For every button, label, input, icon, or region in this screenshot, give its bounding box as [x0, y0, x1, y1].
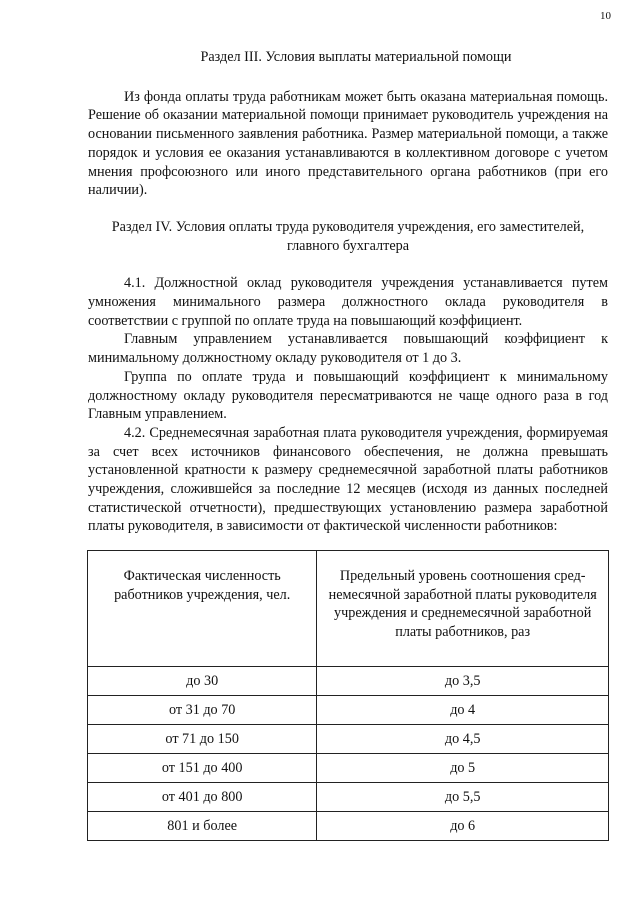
- document-body: [88, 48, 608, 536]
- table-row: [88, 667, 609, 696]
- table-cell-headcount: от 71 до 150: [88, 725, 317, 754]
- table-cell-ratio: до 3,5: [317, 667, 609, 696]
- table-cell-headcount: 801 и более: [88, 812, 317, 841]
- table-row: [88, 754, 609, 783]
- salary-ratio-table: [87, 550, 609, 841]
- section-4-paragraph-4: 4.2. Среднемесячная заработная плата руководителя учреждения, формируемая за счет всех источников финансового обеспечения, не должна превышать установленной кратности к размеру среднемесячной заработной платы работников учреждения, сложившейся за последние 12 месяцев (исходя из данных последней статистической отчетности), предшествующих установлению размера заработной платы руководителя, в зависимости от фактической численности работников:: [88, 424, 608, 535]
- table-cell-headcount: от 151 до 400: [88, 754, 317, 783]
- section-3-title: Раздел III. Условия выплаты материальной помощи: [200, 49, 512, 65]
- table-header-headcount: Фактическая численность работников учреждения, чел.: [88, 551, 317, 667]
- section-4-title: Раздел IV. Условия оплаты труда руководителя учреждения, его заместителей, главного бухгалтера: [111, 218, 585, 254]
- table-cell-ratio: до 5,5: [317, 783, 609, 812]
- table-row: [88, 696, 609, 725]
- page-number: 10: [600, 10, 611, 22]
- section-3-paragraph-1: Из фонда оплаты труда работникам может быть оказана материальная помощь. Решение об оказании материальной помощи принимает руководитель учреждения на основании письменного заявления работника. Размер материальной помощи, а также порядок и условия ее оказания устанавливаются в коллективном договоре с учетом мнения профсоюзного или иного представительного органа работников (при его наличии).: [88, 88, 608, 199]
- table-header-ratio: Предельный уровень соотношения среднемесячной заработной платы руководителя учреждения и среднемесячной заработной платы работников, раз: [317, 551, 609, 667]
- table-cell-ratio: до 4,5: [317, 725, 609, 754]
- section-4-paragraph-1: 4.1. Должностной оклад руководителя учреждения устанавливается путем умножения минимального размера должностного оклада руководителя в соответствии с группой по оплате труда на повышающий коэффициент.: [88, 275, 608, 329]
- table-row: [88, 783, 609, 812]
- table-cell-ratio: до 5: [317, 754, 609, 783]
- table-cell-headcount: до 30: [88, 667, 317, 696]
- table-cell-ratio: до 4: [317, 696, 609, 725]
- table-row: [88, 812, 609, 841]
- table-cell-headcount: от 31 до 70: [88, 696, 317, 725]
- table-header-row: [88, 551, 609, 667]
- table-row: [88, 725, 609, 754]
- section-4-paragraph-3: Группа по оплате труда и повышающий коэффициент к минимальному должностному окладу руководителя пересматриваются не чаще одного раза в год Главным управлением.: [88, 368, 608, 423]
- table-cell-ratio: до 6: [317, 812, 609, 841]
- table-cell-headcount: от 401 до 800: [88, 783, 317, 812]
- section-4-paragraph-2: Главным управлением устанавливается повышающий коэффициент к минимальному должностному окладу руководителя от 1 до 3.: [88, 331, 608, 367]
